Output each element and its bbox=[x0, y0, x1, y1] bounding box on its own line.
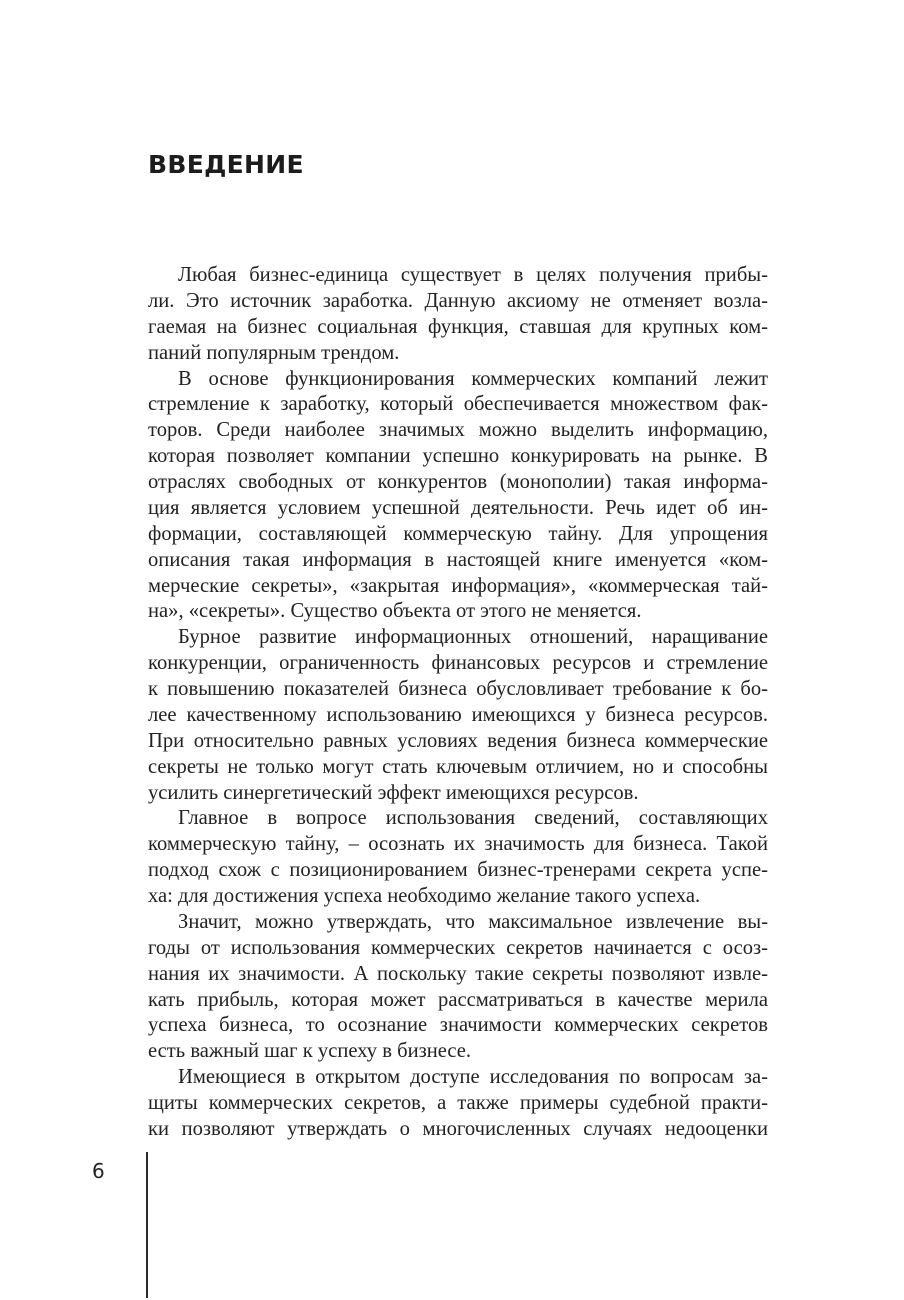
text-line: есть важный шаг к успеху в бизнесе. bbox=[148, 1040, 472, 1063]
text-line: годы от использования коммерческих секретов начинается с осоз- bbox=[148, 936, 768, 959]
text-line: отраслях свободных от конкурентов (монополии) такая информа- bbox=[148, 471, 768, 493]
text-line: При относительно равных условиях ведения бизнеса коммерческие bbox=[148, 729, 768, 752]
text-line: которая позволяет компании успешно конкурировать на рынке. В bbox=[148, 445, 768, 468]
text-line: Главное в вопросе использования сведений, составляющих bbox=[178, 807, 768, 830]
body-text bbox=[148, 263, 768, 1143]
text-line: ли. Это источник заработка. Данную аксиому не отменяет возла- bbox=[148, 289, 768, 312]
page-number: 6 bbox=[92, 1159, 105, 1183]
text-line: на», «секреты». Существо объекта от этого не меняется. bbox=[148, 600, 642, 623]
text-line: стремление к заработку, который обеспечивается множеством фак- bbox=[148, 393, 768, 416]
text-line: Бурное развитие информационных отношений, наращивание bbox=[178, 626, 768, 649]
text-line: кать прибыль, которая может рассматриваться в качестве мерила bbox=[148, 988, 768, 1011]
text-line: нания их значимости. А поскольку такие секреты позволяют извле- bbox=[148, 962, 768, 985]
text-line: щиты коммерческих секретов, а также примеры судебной практи- bbox=[148, 1092, 768, 1114]
text-line: секреты не только могут стать ключевым отличием, но и способны bbox=[148, 755, 768, 778]
text-line: Имеющиеся в открытом доступе исследования по вопросам за- bbox=[178, 1066, 768, 1089]
text-line: конкуренции, ограниченность финансовых ресурсов и стремление bbox=[148, 652, 768, 675]
text-line: ция является условием успешной деятельности. Речь идет об ин- bbox=[148, 496, 768, 519]
text-line: торов. Среди наиболее значимых можно выделить информацию, bbox=[148, 419, 768, 442]
text-line: к повышению показателей бизнеса обусловливает требование к бо- bbox=[148, 678, 768, 700]
text-line: ки позволяют утверждать о многочисленных случаях недооценки bbox=[148, 1117, 768, 1140]
text-line: коммерческую тайну, – осознать их значимость для бизнеса. Такой bbox=[148, 833, 768, 856]
page-number-rule bbox=[146, 1152, 148, 1298]
text-line: формации, составляющей коммерческую тайну. Для упрощения bbox=[148, 522, 768, 545]
text-line: паний популярным трендом. bbox=[148, 341, 400, 364]
text-line: мерческие секреты», «закрытая информация», «коммерческая тай- bbox=[148, 574, 768, 597]
text-line: В основе функционирования коммерческих компаний лежит bbox=[178, 367, 768, 390]
text-line: ха: для достижения успеха необходимо желание такого успеха. bbox=[148, 885, 701, 907]
text-line: Любая бизнес-единица существует в целях получения прибы- bbox=[178, 264, 768, 286]
text-line: гаемая на бизнес социальная функция, ставшая для крупных ком- bbox=[148, 315, 768, 338]
text-line: лее качественному использованию имеющихся у бизнеса ресурсов. bbox=[148, 703, 768, 726]
text-line: успеха бизнеса, то осознание значимости коммерческих секретов bbox=[148, 1014, 768, 1037]
text-line: описания такая информация в настоящей книге именуется «ком- bbox=[148, 548, 768, 571]
chapter-title: ВВЕДЕНИЕ bbox=[148, 150, 304, 179]
text-line: усилить синергетический эффект имеющихся ресурсов. bbox=[148, 781, 639, 804]
text-line: подход схож с позиционированием бизнес-тренерами секрета успе- bbox=[148, 859, 768, 882]
text-line: Значит, можно утверждать, что максимальное извлечение вы- bbox=[178, 910, 768, 933]
